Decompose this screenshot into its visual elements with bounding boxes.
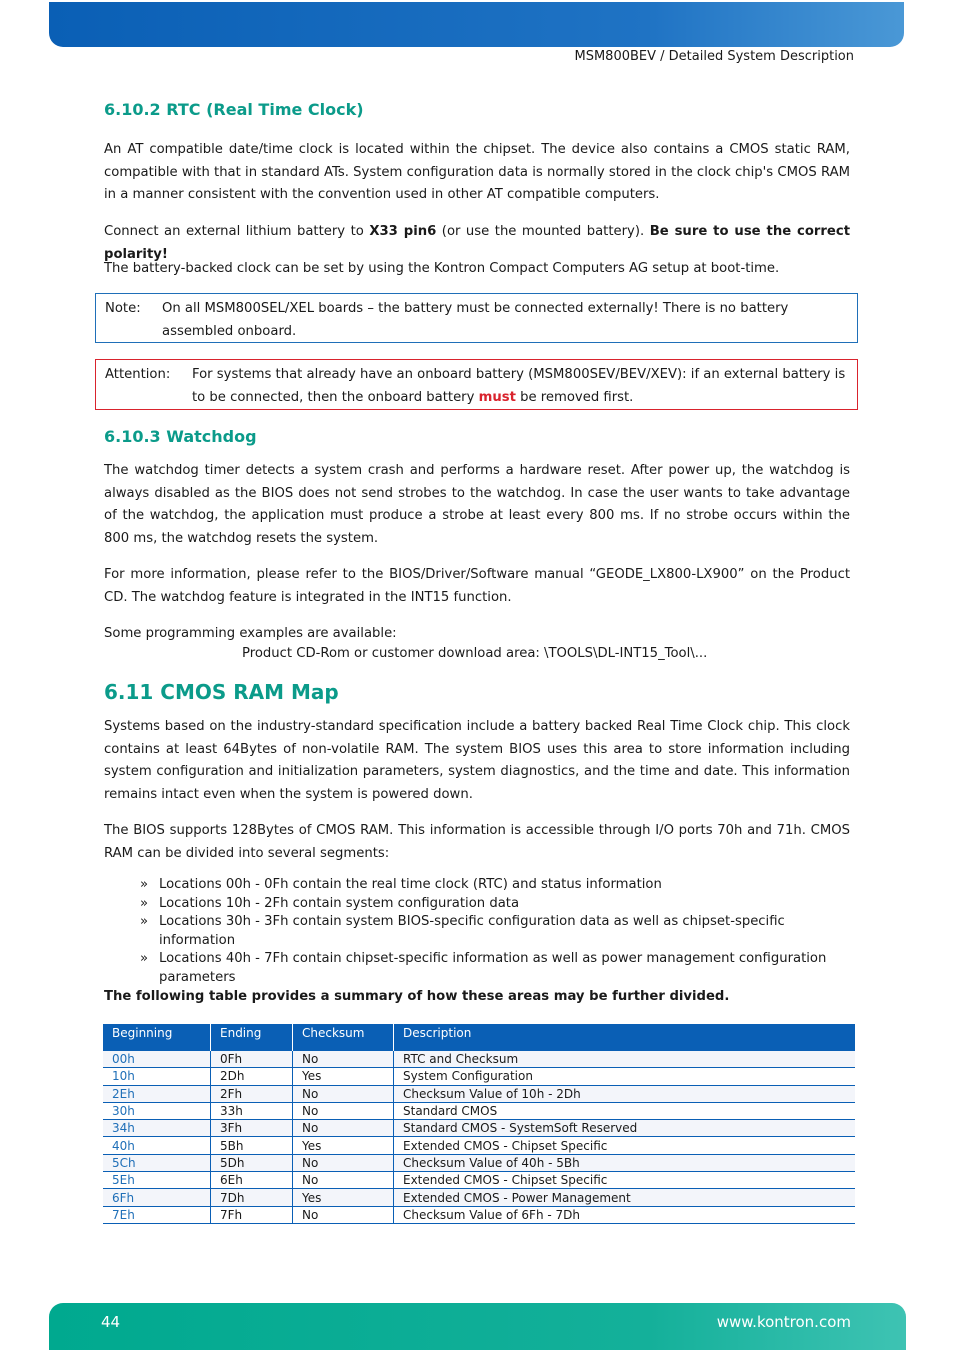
cell-checksum: No — [293, 1206, 394, 1223]
cmos-paragraph-2: The BIOS supports 128Bytes of CMOS RAM. This information is accessible through I/O ports 70h and 71h. CMOS RAM can be divided into several segments: — [104, 823, 850, 861]
cell-checksum: No — [293, 1120, 394, 1137]
cmos-ram-table — [103, 1024, 855, 1224]
document-title: MSM800BEV / Detailed System Description — [574, 49, 854, 64]
cell-checksum: Yes — [293, 1137, 394, 1154]
cell-description: System Configuration — [394, 1068, 856, 1085]
cell-beginning: 5Eh — [103, 1172, 211, 1189]
column-header-beginning: Beginning — [103, 1024, 211, 1051]
cell-description: Standard CMOS - SystemSoft Reserved — [394, 1120, 856, 1137]
watchdog-paragraph-1: The watchdog timer detects a system crash and performs a hardware reset. After power up, the watchdog is always disabled as the BIOS does not send strobes to the watchdog. In case the user wants to take advantage of the watchdog, the application must produce a strobe at least every 800 ms. If no strobe occurs within the 800 ms, the watchdog resets the system. — [104, 463, 850, 546]
bullet-marker: » — [140, 877, 149, 892]
bullet-marker: » — [140, 914, 149, 929]
cell-beginning: 10h — [103, 1068, 211, 1085]
table-caption: The following table provides a summary of how these areas may be further divided. — [104, 989, 730, 1004]
attention-box — [95, 359, 858, 410]
cmos-heading: 6.11 CMOS RAM Map — [104, 680, 339, 704]
cell-ending: 5Dh — [211, 1154, 293, 1171]
polarity-warning: Be sure to use the correct polarity! — [104, 224, 851, 262]
cell-beginning: 00h — [103, 1051, 211, 1068]
cell-ending: 0Fh — [211, 1051, 293, 1068]
watchdog-paragraph-3: Some programming examples are available: — [104, 626, 397, 641]
cell-checksum: Yes — [293, 1189, 394, 1206]
table-row — [103, 1051, 855, 1068]
table-row — [103, 1068, 855, 1085]
cell-beginning: 40h — [103, 1137, 211, 1154]
cell-description: Standard CMOS — [394, 1102, 856, 1119]
cell-ending: 2Dh — [211, 1068, 293, 1085]
tool-path: Product CD-Rom or customer download area: \TOOLS\DL-INT15_Tool\... — [242, 646, 708, 661]
bullet-marker: » — [140, 895, 149, 911]
attention-label: Attention: — [105, 367, 171, 382]
list-item: » Locations 30h - 3Fh contain system BIOS-specific configuration data as well as chipset-specific information — [140, 914, 785, 948]
cell-ending: 5Bh — [211, 1137, 293, 1154]
cell-description: Checksum Value of 10h - 2Dh — [394, 1085, 856, 1102]
table-row — [103, 1189, 855, 1206]
cell-ending: 33h — [211, 1102, 293, 1119]
table-row — [103, 1172, 855, 1189]
column-header-checksum: Checksum — [293, 1024, 394, 1051]
list-item: » Locations 10h - 2Fh contain system configuration data — [140, 895, 850, 914]
footer-band — [49, 1303, 906, 1350]
header-band — [49, 2, 904, 47]
cell-description: Extended CMOS - Power Management — [394, 1189, 856, 1206]
note-text: On all MSM800SEL/XEL boards – the battery must be connected externally! There is no battery assembled onboard. — [162, 301, 789, 339]
cell-beginning: 34h — [103, 1120, 211, 1137]
table-row — [103, 1085, 855, 1102]
page-number: 44 — [101, 1313, 121, 1331]
column-header-description: Description — [394, 1024, 856, 1051]
connector-pin: X33 pin6 — [369, 224, 437, 239]
watchdog-paragraph-2: For more information, please refer to the BIOS/Driver/Software manual “GEODE_LX800-LX900” on the Product CD. The watchdog feature is integrated in the INT15 function. — [104, 567, 850, 605]
attention-text: For systems that already have an onboard battery (MSM800SEV/BEV/XEV): if an external battery is to be connected, then the onboard battery must be removed first. — [192, 367, 846, 405]
table-row — [103, 1206, 855, 1223]
list-item: » Locations 40h - 7Fh contain chipset-specific information as well as power management configuration parameters — [140, 951, 827, 985]
cell-ending: 6Eh — [211, 1172, 293, 1189]
cell-description: Checksum Value of 6Fh - 7Dh — [394, 1206, 856, 1223]
cell-beginning: 6Fh — [103, 1189, 211, 1206]
cell-checksum: Yes — [293, 1068, 394, 1085]
rtc-paragraph-1: An AT compatible date/time clock is located within the chipset. The device also contains a CMOS static RAM, compatible with that in standard ATs. System configuration data is normally stored in the clock chip's CMOS RAM in a manner consistent with the convention used in other AT compatible computers. — [104, 142, 850, 202]
cell-checksum: No — [293, 1154, 394, 1171]
cell-description: Extended CMOS - Chipset Specific — [394, 1172, 856, 1189]
cell-ending: 7Dh — [211, 1189, 293, 1206]
rtc-paragraph-2: Connect an external lithium battery to X33 pin6 (or use the mounted battery). Be sure to use the correct polarity! — [104, 224, 851, 262]
cell-ending: 2Fh — [211, 1085, 293, 1102]
cell-beginning: 7Eh — [103, 1206, 211, 1223]
cell-description: Extended CMOS - Chipset Specific — [394, 1137, 856, 1154]
cell-beginning: 30h — [103, 1102, 211, 1119]
must-emphasis: must — [478, 389, 516, 405]
website-link[interactable]: www.kontron.com — [716, 1313, 851, 1331]
note-label: Note: — [105, 301, 141, 316]
table-header-row — [103, 1024, 855, 1051]
cell-beginning: 5Ch — [103, 1154, 211, 1171]
cell-description: Checksum Value of 40h - 5Bh — [394, 1154, 856, 1171]
note-box — [95, 293, 858, 343]
cell-beginning: 2Eh — [103, 1085, 211, 1102]
bullet-marker: » — [140, 951, 149, 966]
column-header-ending: Ending — [211, 1024, 293, 1051]
cell-checksum: No — [293, 1172, 394, 1189]
table-row — [103, 1120, 855, 1137]
cell-checksum: No — [293, 1102, 394, 1119]
cell-checksum: No — [293, 1085, 394, 1102]
watchdog-heading: 6.10.3 Watchdog — [104, 427, 257, 446]
cell-ending: 7Fh — [211, 1206, 293, 1223]
table-row — [103, 1154, 855, 1171]
rtc-heading: 6.10.2 RTC (Real Time Clock) — [104, 100, 364, 119]
cmos-paragraph-1: Systems based on the industry-standard specification include a battery backed Real Time Clock chip. This clock contains at least 64Bytes of non-volatile RAM. The system BIOS uses this area to store information including system configuration and initialization parameters, system diagnostics, and the time and date. This information remains intact even when the system is powered down. — [104, 719, 850, 802]
rtc-paragraph-3: The battery-backed clock can be set by using the Kontron Compact Computers AG setup at boot-time. — [104, 261, 780, 276]
cell-checksum: No — [293, 1051, 394, 1068]
segment-list — [140, 876, 850, 987]
table-row — [103, 1137, 855, 1154]
cell-ending: 3Fh — [211, 1120, 293, 1137]
list-item: » Locations 00h - 0Fh contain the real time clock (RTC) and status information — [140, 876, 850, 895]
table-row — [103, 1102, 855, 1119]
cell-description: RTC and Checksum — [394, 1051, 856, 1068]
